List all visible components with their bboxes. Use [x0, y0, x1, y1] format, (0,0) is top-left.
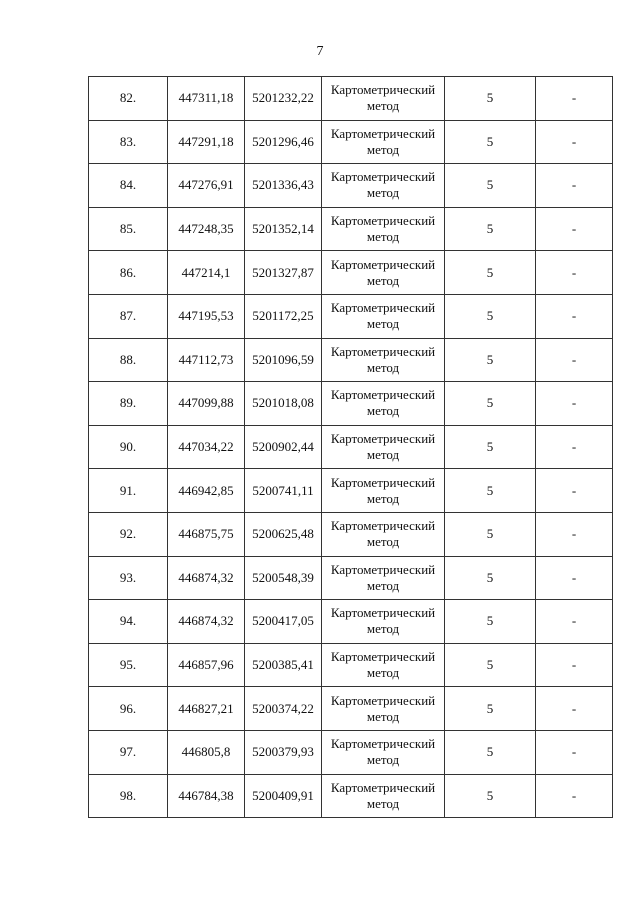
- method-line-2: метод: [366, 621, 400, 637]
- note-cell: -: [536, 600, 613, 644]
- y-coordinate-cell: 5200379,93: [245, 730, 322, 774]
- table-row: [89, 730, 613, 774]
- y-coordinate-cell: 5200902,44: [245, 425, 322, 469]
- method-line-2: метод: [366, 272, 400, 288]
- point-number-cell: 97.: [89, 730, 168, 774]
- x-coordinate-cell: 446874,32: [168, 556, 245, 600]
- table-row: [89, 382, 613, 426]
- x-coordinate-cell: 446827,21: [168, 687, 245, 731]
- x-coordinate-cell: 446942,85: [168, 469, 245, 513]
- y-coordinate-cell: 5201172,25: [245, 294, 322, 338]
- note-cell: -: [536, 120, 613, 164]
- x-coordinate-cell: 447195,53: [168, 294, 245, 338]
- accuracy-cell: 5: [445, 730, 536, 774]
- y-coordinate-cell: 5200625,48: [245, 512, 322, 556]
- table-row: [89, 120, 613, 164]
- y-coordinate-cell: 5200374,22: [245, 687, 322, 731]
- method-cell: [322, 338, 445, 382]
- method-line-1: Картометрический: [330, 736, 436, 752]
- method-line-1: Картометрический: [330, 518, 436, 534]
- method-line-1: Картометрический: [330, 605, 436, 621]
- method-cell: [322, 643, 445, 687]
- x-coordinate-cell: 447112,73: [168, 338, 245, 382]
- table-row: [89, 251, 613, 295]
- point-number-cell: 89.: [89, 382, 168, 426]
- method-line-2: метод: [366, 447, 400, 463]
- note-cell: -: [536, 730, 613, 774]
- y-coordinate-cell: 5200409,91: [245, 774, 322, 818]
- x-coordinate-cell: 447276,91: [168, 164, 245, 208]
- method-line-2: метод: [366, 665, 400, 681]
- method-cell: [322, 425, 445, 469]
- x-coordinate-cell: 447099,88: [168, 382, 245, 426]
- coordinates-table-body: [89, 77, 613, 818]
- x-coordinate-cell: 446857,96: [168, 643, 245, 687]
- y-coordinate-cell: 5200417,05: [245, 600, 322, 644]
- table-row: [89, 556, 613, 600]
- method-line-2: метод: [366, 359, 400, 375]
- note-cell: -: [536, 512, 613, 556]
- method-line-1: Картометрический: [330, 474, 436, 490]
- point-number-cell: 92.: [89, 512, 168, 556]
- method-line-2: метод: [366, 141, 400, 157]
- note-cell: -: [536, 774, 613, 818]
- accuracy-cell: 5: [445, 382, 536, 426]
- accuracy-cell: 5: [445, 600, 536, 644]
- method-line-1: Картометрический: [330, 256, 436, 272]
- table-row: [89, 774, 613, 818]
- point-number-cell: 95.: [89, 643, 168, 687]
- method-line-1: Картометрический: [330, 561, 436, 577]
- accuracy-cell: 5: [445, 164, 536, 208]
- method-cell: [322, 600, 445, 644]
- point-number-cell: 84.: [89, 164, 168, 208]
- accuracy-cell: 5: [445, 469, 536, 513]
- method-line-2: метод: [366, 795, 400, 811]
- method-cell: [322, 251, 445, 295]
- method-line-2: метод: [366, 229, 400, 245]
- point-number-cell: 98.: [89, 774, 168, 818]
- x-coordinate-cell: 447311,18: [168, 77, 245, 121]
- method-cell: [322, 469, 445, 513]
- x-coordinate-cell: 446784,38: [168, 774, 245, 818]
- note-cell: -: [536, 382, 613, 426]
- method-line-1: Картометрический: [330, 343, 436, 359]
- method-line-2: метод: [366, 490, 400, 506]
- table-row: [89, 207, 613, 251]
- x-coordinate-cell: 447214,1: [168, 251, 245, 295]
- method-line-2: метод: [366, 577, 400, 593]
- x-coordinate-cell: 446875,75: [168, 512, 245, 556]
- y-coordinate-cell: 5200548,39: [245, 556, 322, 600]
- x-coordinate-cell: 447034,22: [168, 425, 245, 469]
- accuracy-cell: 5: [445, 77, 536, 121]
- point-number-cell: 91.: [89, 469, 168, 513]
- method-line-2: метод: [366, 534, 400, 550]
- method-line-1: Картометрический: [330, 692, 436, 708]
- point-number-cell: 86.: [89, 251, 168, 295]
- point-number-cell: 93.: [89, 556, 168, 600]
- method-line-1: Картометрический: [330, 779, 436, 795]
- y-coordinate-cell: 5201352,14: [245, 207, 322, 251]
- table-row: [89, 687, 613, 731]
- method-line-2: метод: [366, 708, 400, 724]
- method-cell: [322, 294, 445, 338]
- x-coordinate-cell: 446874,32: [168, 600, 245, 644]
- method-line-1: Картометрический: [330, 82, 436, 98]
- accuracy-cell: 5: [445, 512, 536, 556]
- note-cell: -: [536, 77, 613, 121]
- y-coordinate-cell: 5200741,11: [245, 469, 322, 513]
- method-line-2: метод: [366, 403, 400, 419]
- method-cell: [322, 382, 445, 426]
- note-cell: -: [536, 207, 613, 251]
- table-row: [89, 469, 613, 513]
- point-number-cell: 90.: [89, 425, 168, 469]
- method-cell: [322, 207, 445, 251]
- note-cell: -: [536, 643, 613, 687]
- method-cell: [322, 120, 445, 164]
- method-cell: [322, 164, 445, 208]
- method-line-2: метод: [366, 752, 400, 768]
- accuracy-cell: 5: [445, 425, 536, 469]
- table-row: [89, 338, 613, 382]
- point-number-cell: 96.: [89, 687, 168, 731]
- point-number-cell: 83.: [89, 120, 168, 164]
- point-number-cell: 85.: [89, 207, 168, 251]
- table-row: [89, 512, 613, 556]
- method-cell: [322, 687, 445, 731]
- accuracy-cell: 5: [445, 207, 536, 251]
- note-cell: -: [536, 425, 613, 469]
- method-cell: [322, 556, 445, 600]
- note-cell: -: [536, 687, 613, 731]
- y-coordinate-cell: 5201296,46: [245, 120, 322, 164]
- note-cell: -: [536, 164, 613, 208]
- method-line-1: Картометрический: [330, 125, 436, 141]
- table-row: [89, 425, 613, 469]
- accuracy-cell: 5: [445, 643, 536, 687]
- y-coordinate-cell: 5201096,59: [245, 338, 322, 382]
- method-cell: [322, 774, 445, 818]
- page-number: 7: [316, 44, 324, 59]
- y-coordinate-cell: 5201327,87: [245, 251, 322, 295]
- coordinates-table: [88, 76, 613, 818]
- point-number-cell: 87.: [89, 294, 168, 338]
- x-coordinate-cell: 447291,18: [168, 120, 245, 164]
- method-cell: [322, 512, 445, 556]
- accuracy-cell: 5: [445, 294, 536, 338]
- accuracy-cell: 5: [445, 251, 536, 295]
- y-coordinate-cell: 5201336,43: [245, 164, 322, 208]
- x-coordinate-cell: 447248,35: [168, 207, 245, 251]
- point-number-cell: 94.: [89, 600, 168, 644]
- method-line-1: Картометрический: [330, 213, 436, 229]
- accuracy-cell: 5: [445, 774, 536, 818]
- y-coordinate-cell: 5201232,22: [245, 77, 322, 121]
- point-number-cell: 88.: [89, 338, 168, 382]
- method-cell: [322, 77, 445, 121]
- note-cell: -: [536, 338, 613, 382]
- method-line-1: Картометрический: [330, 300, 436, 316]
- method-line-1: Картометрический: [330, 169, 436, 185]
- accuracy-cell: 5: [445, 120, 536, 164]
- point-number-cell: 82.: [89, 77, 168, 121]
- accuracy-cell: 5: [445, 687, 536, 731]
- table-row: [89, 600, 613, 644]
- y-coordinate-cell: 5200385,41: [245, 643, 322, 687]
- method-line-2: метод: [366, 185, 400, 201]
- note-cell: -: [536, 251, 613, 295]
- x-coordinate-cell: 446805,8: [168, 730, 245, 774]
- note-cell: -: [536, 294, 613, 338]
- method-line-1: Картометрический: [330, 387, 436, 403]
- table-row: [89, 164, 613, 208]
- accuracy-cell: 5: [445, 338, 536, 382]
- method-line-2: метод: [366, 316, 400, 332]
- method-line-2: метод: [366, 98, 400, 114]
- accuracy-cell: 5: [445, 556, 536, 600]
- table-row: [89, 643, 613, 687]
- method-line-1: Картометрический: [330, 431, 436, 447]
- method-line-1: Картометрический: [330, 649, 436, 665]
- table-row: [89, 77, 613, 121]
- note-cell: -: [536, 469, 613, 513]
- method-cell: [322, 730, 445, 774]
- y-coordinate-cell: 5201018,08: [245, 382, 322, 426]
- note-cell: -: [536, 556, 613, 600]
- table-row: [89, 294, 613, 338]
